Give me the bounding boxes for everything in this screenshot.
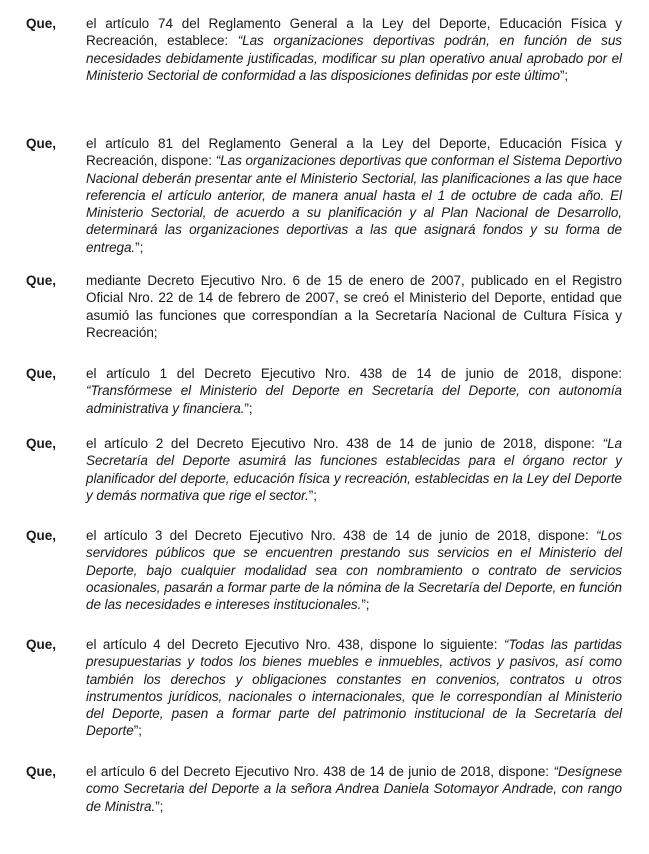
clause-label: Que, [26,136,57,151]
clause-intro: el artículo 4 del Decreto Ejecutivo Nro. 438, dispone lo siguiente: [86,637,504,652]
clause-label: Que, [26,273,57,288]
clause-label: Que, [26,528,57,543]
clause-tail: ”; [135,239,144,255]
clause-intro: el artículo 1 del Decreto Ejecutivo Nro. 438 de 14 de junio de 2018, dispone: [86,366,622,381]
clause-intro: el artículo 3 del Decreto Ejecutivo Nro. 438 de 14 de junio de 2018, dispone: [86,528,596,543]
clause-quote: “Los servidores públicos que se encuentren prestando sus servicios en el Ministerio del Deporte, bajo cualquier modalidad sea con nombramiento o contrato de servicios ocasionales, pasarán a formar parte de la nómina de la Secretaría del Deporte, en función de las necesidades e intereses institucionales. [86,528,622,613]
clause-quote: “Desígnese como Secretaria del Deporte a la señora Andrea Daniela Sotomayor Andrade, con rango de Ministra. [86,764,622,814]
clause-tail: ”; [559,67,569,83]
clause-text [86,135,622,256]
clause-label: Que, [26,366,57,381]
clause-quote: “La Secretaría del Deporte asumirá las funciones establecidas para el órgano rector y planificador del deporte, educación física y recreación, establecidas en la Ley del Deporte y demás normativa que rige el sector. [86,436,622,503]
clause-tail: ”; [155,798,164,814]
clause-tail: ”; [361,597,370,613]
clause-quote: “Las organizaciones deportivas podrán, en función de sus necesidades debidamente justificadas, modificar su plan operativo anual aprobado por el Ministerio Sectorial de conformidad a las disposiciones definidas por este último [86,33,622,83]
clause-intro: el artículo 74 del Reglamento General a la Ley del Deporte, Educación Física y Recreación, establece: [86,16,622,49]
clause-intro: el artículo 6 del Decreto Ejecutivo Nro. 438 de 14 de junio de 2018, dispone: [86,764,554,779]
clause-intro: mediante Decreto Ejecutivo Nro. 6 de 15 de enero de 2007, publicado en el Registro Oficial Nro. 22 de 14 de febrero de 2007, se creó el Ministerio del Deporte, entidad que asumió las funciones que correspondían a la Secretaría Nacional de Cultura Física y Recreación; [86,273,622,340]
clause-text [86,527,622,613]
clause-tail: ”; [244,400,253,416]
clause-text [86,15,622,84]
clause-intro: el artículo 81 del Reglamento General a la Ley del Deporte, Educación Física y Recreación, dispone: [86,136,622,169]
clause-text [86,435,622,504]
clause-intro: el artículo 2 del Decreto Ejecutivo Nro. 438 de 14 de junio de 2018, dispone: [86,436,603,451]
clause-tail: ”; [133,723,142,739]
clause-text [86,365,622,417]
clause-text [86,272,622,341]
clause-label: Que, [26,16,57,31]
clause-tail: ”; [308,487,317,503]
clause-label: Que, [26,764,57,779]
clause-quote: “Transfórmese el Ministerio del Deporte en Secretaría del Deporte, con autonomía administrativa y financiera. [86,383,622,416]
clause-text [86,763,622,815]
clause-text [86,636,622,740]
clause-quote: “Todas las partidas presupuestarias y todos los bienes muebles e inmuebles, activos y pasivos, así como también los derechos y obligaciones constantes en convenios, contratos u otros instrumentos jurídicos, nacionales o internacionales, que le correspondían al Ministerio del Deporte, pasen a formar parte del patrimonio institucional de la Secretaría del Deporte [86,637,622,739]
clause-quote: “Las organizaciones deportivas que conforman el Sistema Deportivo Nacional deberán presentar ante el Ministerio Sectorial, las planificaciones a las que hace referencia el artículo anterior, de manera anual hasta el 1 de octubre de cada año. El Ministerio Sectorial, de acuerdo a su planificación y al Plan Nacional de Desarrollo, determinará las organizaciones deportivas a las que asignará fondos y su forma de entrega. [86,153,622,255]
clause-label: Que, [26,436,57,451]
clause-label: Que, [26,637,57,652]
